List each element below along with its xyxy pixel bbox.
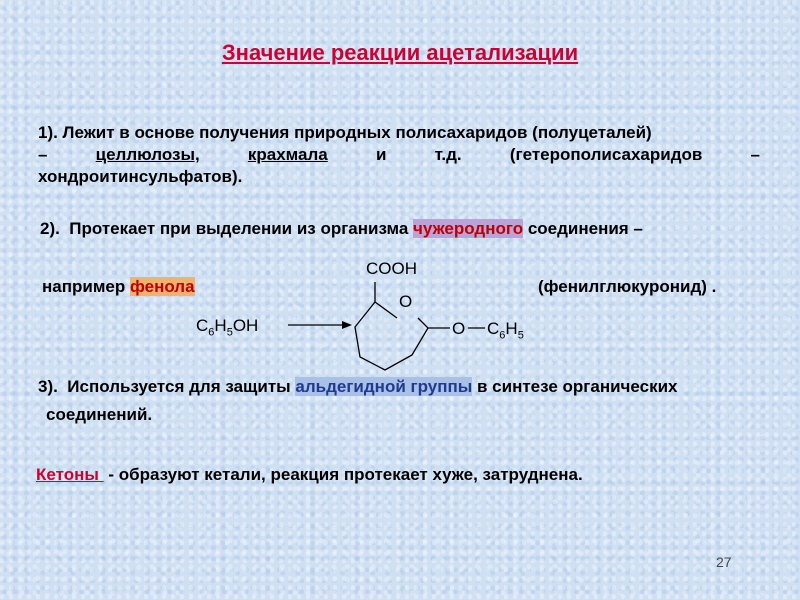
slide-title: Значение реакции ацетализации [221, 40, 579, 65]
product-name: (фенилглюкуронид) . [538, 277, 717, 296]
foreign-highlight: чужеродного [413, 219, 524, 238]
item-2-line-1: 2). Протекает при выделении из организма чужеродного соединения – [40, 219, 643, 238]
page-number: 27 [716, 554, 732, 570]
reactant-phenol: $C_6H_5OH$ [196, 316, 259, 339]
ketones-note: Кетоны - образуют кетали, реакция протекает хуже, затруднена. [36, 465, 583, 484]
cellulose-link: целлюлозы, [95, 145, 200, 164]
phenyl-substituent: $C_6H_5$ [487, 319, 524, 342]
item-2-line-2: например фенола [42, 277, 195, 296]
phenol-highlight: фенола [129, 277, 195, 296]
item-3-line-2: соединений. [46, 405, 153, 424]
reaction-arrow-head [342, 321, 352, 329]
item-1-line-2: – целлюлозы, крахмала и т.д. (гетерополисахаридов – [38, 145, 760, 164]
cooh-group: COOH [366, 259, 417, 278]
item-3-line-1: 3). Используется для защиты альдегидной группы в синтезе органических [38, 377, 678, 396]
ketones-label: Кетоны [36, 465, 104, 484]
glucuronide-ring [355, 302, 428, 370]
ring-oxygen: O [399, 292, 413, 311]
item-1-line-3: хондроитинсульфатов). [38, 167, 243, 186]
glycosidic-oxygen: O [452, 319, 466, 338]
aldehyde-highlight: альдегидной группы [295, 377, 473, 396]
starch-link: крахмала [247, 145, 328, 164]
item-1-line-1: 1). Лежит в основе получения природных полисахаридов (полуцеталей) [38, 123, 652, 142]
